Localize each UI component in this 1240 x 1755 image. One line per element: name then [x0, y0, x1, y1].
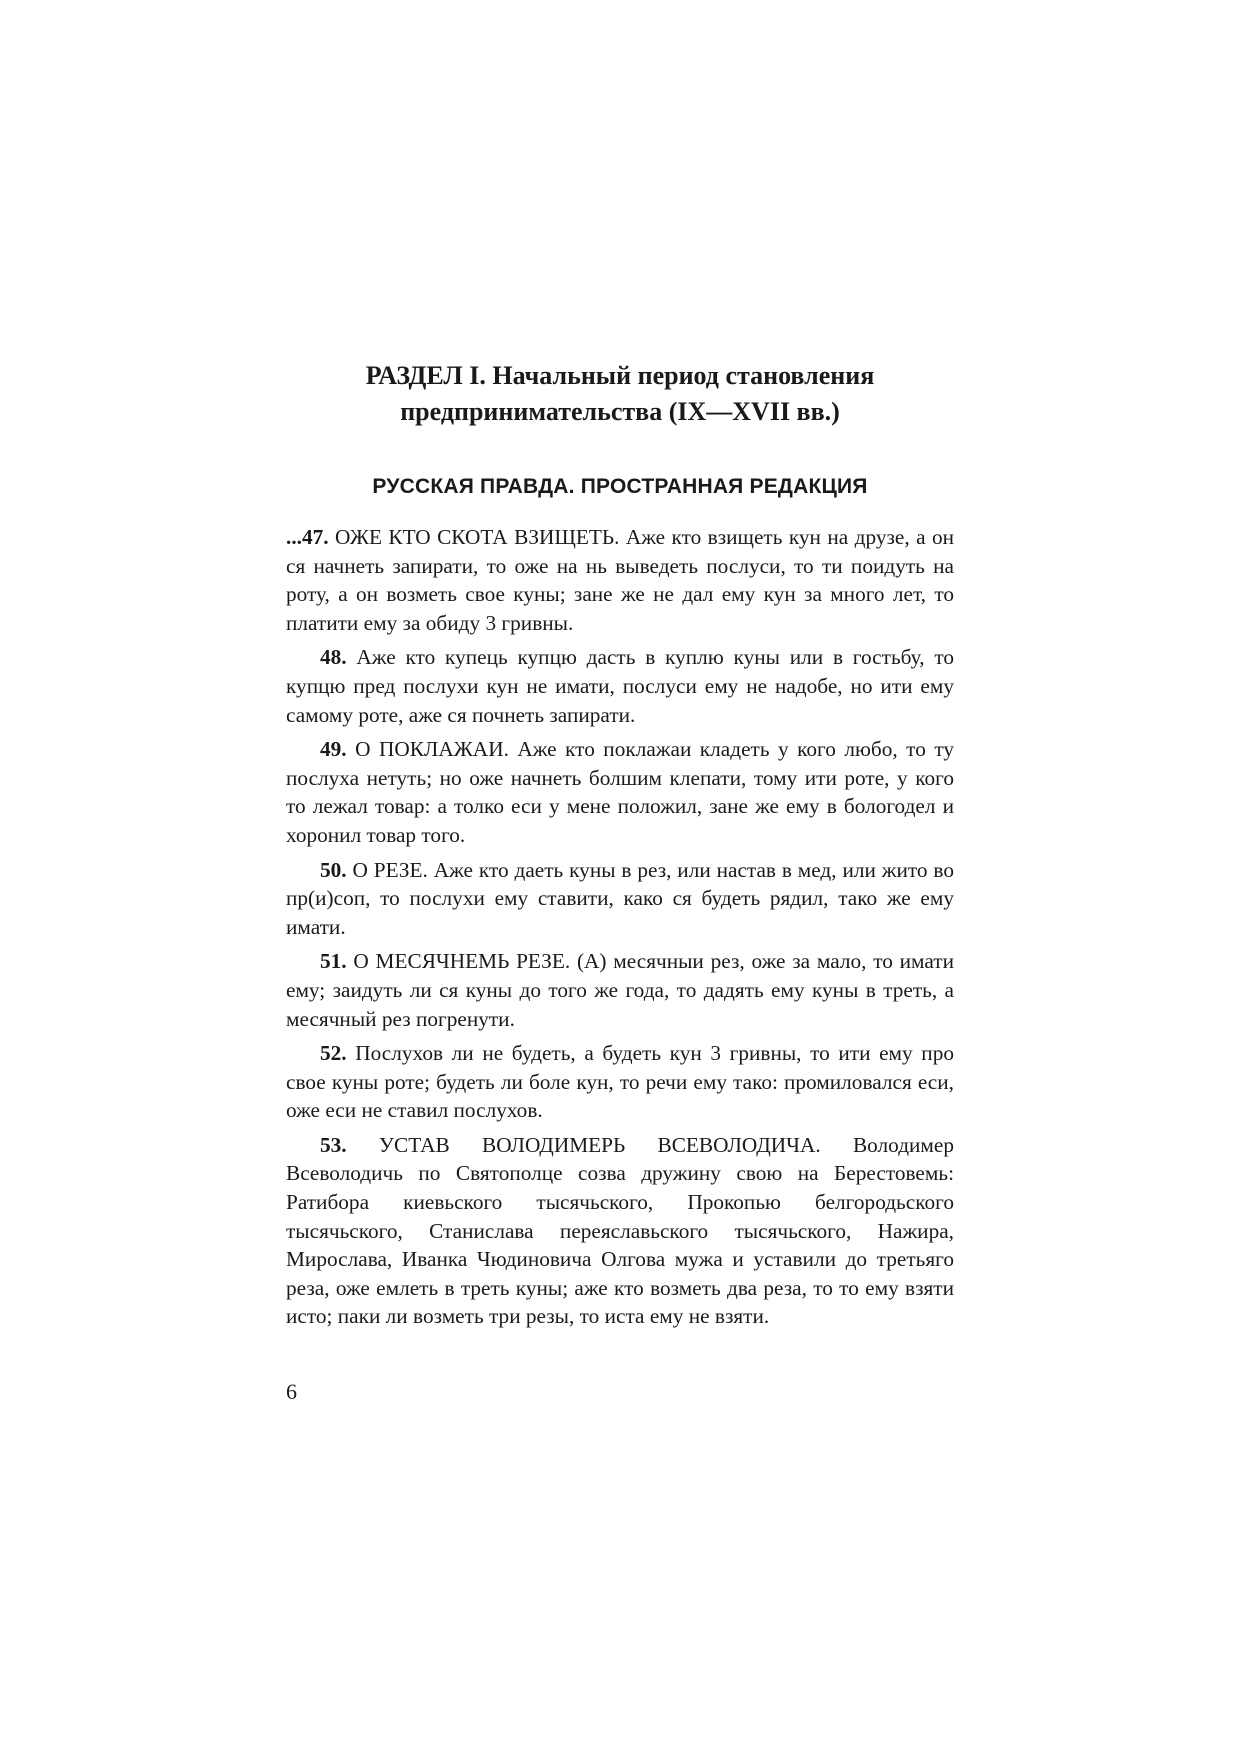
article-number: 48.	[320, 645, 347, 670]
article-text: Послухов ли не будеть, а будеть кун 3 гривны, то ити ему про свое куны роте; будеть ли боле кун, то речи ему тако: промиловался еси, оже еси не ставил послухов.	[286, 1041, 954, 1123]
section-heading	[286, 358, 954, 430]
article-text: Аже кто купець купцю дасть в куплю куны или в гостьбу, то купцю пред послухи кун не имати, послуси ему не надобе, но ити ему самому роте, аже ся почнеть запирати.	[286, 645, 954, 727]
article-text: О МЕСЯЧНЕМЬ РЕЗЕ. (А) месячныи рез, оже за мало, то имати ему; заидуть ли ся куны до того же года, то дадять ему куны в треть, а месячный рез погренути.	[286, 949, 954, 1031]
document-title: РУССКАЯ ПРАВДА. ПРОСТРАННАЯ РЕДАКЦИЯ	[372, 475, 868, 498]
article-number: 49.	[320, 737, 347, 762]
article-text: О ПОКЛАЖАИ. Аже кто поклажаи кладеть у кого любо, то ту послуха нетуть; но оже начнеть болшим клепати, тому ити роте, у кого то лежал товар: а толко еси у мене положил, зане же ему в бологодел и хоронил товар того.	[286, 737, 954, 847]
article-number: 50.	[320, 857, 347, 882]
article-50	[286, 856, 954, 942]
article-text: О РЕЗЕ. Аже кто даеть куны в рез, или настав в мед, или жито во пр(и)соп, то послухи ему ставити, како ся будеть рядил, тако же ему имати.	[286, 857, 954, 939]
page-number: 6	[286, 1379, 297, 1404]
section-heading-line-1: РАЗДЕЛ I. Начальный период становления	[365, 361, 875, 390]
section-heading-line-2: предпринимательства (IX—XVII вв.)	[400, 397, 840, 426]
document-body	[286, 523, 954, 1337]
article-number: 51.	[320, 949, 347, 974]
article-49	[286, 735, 954, 849]
article-number: 53.	[320, 1132, 347, 1157]
article-47	[286, 523, 954, 637]
article-text: ОЖЕ КТО СКОТА ВЗИЩЕТЬ. Аже кто взищеть кун на друзе, а он ся начнеть запирати, то оже на нь выведеть послуси, то ти поидуть на роту, а он возметь свое куны; зане же не дал ему кун за много лет, то платити ему за обиду 3 гривны.	[286, 525, 954, 635]
article-48	[286, 643, 954, 729]
article-number: ...47.	[286, 525, 329, 549]
article-51	[286, 947, 954, 1033]
article-text: УСТАВ ВОЛОДИМЕРЬ ВСЕВОЛОДИЧА. Володимер Всеволодичь по Святополце созва дружину свою на Берестовемь: Ратибора киевьского тысячьского, Прокопью белгородьского тысячьского, Станислава переяславьского тысячьского, Нажира, Мирослава, Иванка Чюдиновича Олгова мужа и уставили до третьяго реза, оже емлеть в треть куны; аже кто возметь два реза, то то ему взяти исто; паки ли возметь три резы, то иста ему не взяти.	[286, 1132, 954, 1329]
article-53	[286, 1131, 954, 1331]
article-52	[286, 1039, 954, 1125]
article-number: 52.	[320, 1041, 347, 1066]
